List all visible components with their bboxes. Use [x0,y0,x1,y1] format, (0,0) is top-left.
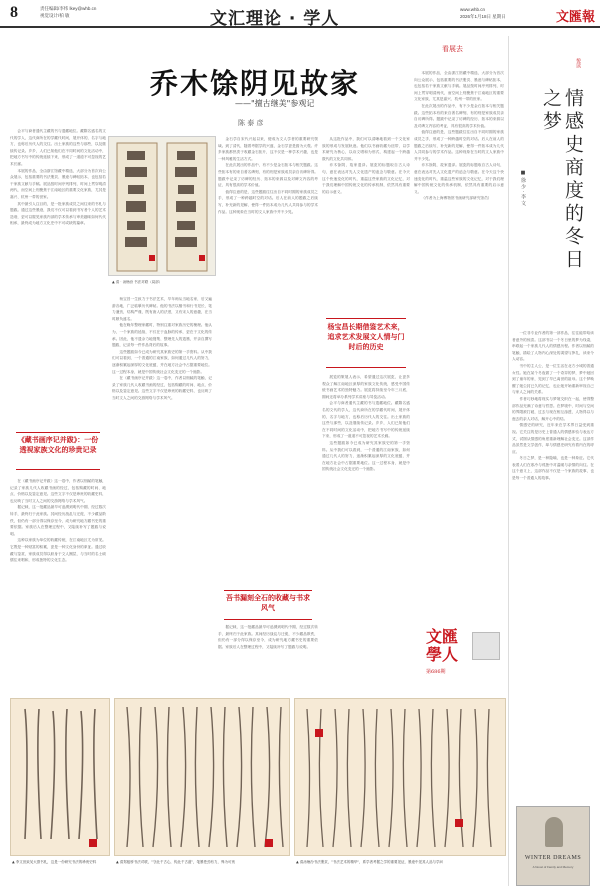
calligraphy-letter-image [10,698,110,856]
page-number: 8 [10,4,18,21]
paragraph: 会平与商者通代主藏的书与遗藏地位。藏隋名盛名的文代的学人，这代商所在的学藏代时间，展开体的，名字与地方，也称后历代人的交往。出土家族的这些与那些，以及继续传记录。乡乡，人们已知他们在不同时间的文化活动中，把地方书写中的传统延续下来，形成了一道道不可忽视的艺术长廊。 [10,129,106,166]
paragraph: 这些题跋如今已成为研究其家族史的第一手资料。从中我们可以看到，一个普通的江南家族，如何通过几代人的努力，逐渐积累起深厚的文化底蕴，并在地方社会中占据重要地位。这一过程本身，就是中国传统社会文化变迁的一个缩影。 [112,349,212,374]
text-column-2 [112,296,212,690]
section-title: 文汇理论 · 学人 [210,9,340,29]
book-cover [516,806,590,886]
subhead-2: 杨宝昌长期借鉴艺术来，追求艺术发展文人情与门时后的历史 [327,323,405,351]
kicker: 看展去 [442,45,463,53]
paragraph: 从这批作品中，我们可以清晰地看到一个文化家族的形成与发展轨迹。他们以书画收藏为纽带，以学术研究为核心，以诗文唱和为形式，构建起一个跨越数代的文化共同体。 [322,137,410,161]
caption-2: ▲ 清郑板桥书法对联，"守此千古心，传此千古道"，笔墨苍劲有力，殊为可贵 [116,860,236,864]
calligraphy-couplet-image [114,698,290,856]
book-subtitle: A Novel of Family and Memory [532,865,574,869]
calligraphy-image [109,137,217,277]
paragraph: 乔木馀阴，故家遗泽。展览的标题取自古人诗句，意在表达对先人文化遗产的追念与敬意。在今天这个快速变化的时代，重温这些家族的文化记忆，对于我们理解中国传统文化的传承机制，依然具有重要的启示意义。 [414,163,504,194]
designer-line: 视觉设计/柏 敏 [40,13,70,18]
subhead-1: 《藏书画序记并跋》：一份透视家族文化的珍贵记录 [17,436,99,454]
paragraph: 其中最引人注目的，是一批家族成员之间往来的书札与题跋。通过这些墨迹，我们不仅可以看到书写者个人的艺术造诣，更可以窥见家族内部的学术传承与审美趣味如何代代相承，最终成为地方文化史中不可或缺的篇章。 [10,201,106,226]
badge-issue: 第686期 [426,669,446,675]
caption-1: ▲ 李文田致吴大澂书札，这是一份研究书法的珍贵史料 [12,860,97,864]
calligraphy-photo [108,136,216,276]
text-column-3b [218,624,318,690]
paragraph: 据记载，这一批藏品最早可追溯到明代中期，经过数次转手，最终归于此家族。其间经历战乱与迁徙，不少藏品散佚，但仍有一部分得以保存至今，成为研究地方藏书史的重要依据。家族后人在整理过程中，又陆续补写了题跋与说明。 [218,625,318,649]
website: www.whb.cn [460,7,486,12]
subhead-box-1 [16,432,100,470]
paragraph: 这些题跋如今已成为研究其家族史的第一手资料。从中我们可以看到，一个普通的江南家族，如何通过几代人的努力，逐渐积累起深厚的文化底蕴，并在地方社会中占据重要地位。这一过程本身，就是中国传统社会文化变迁的一个缩影。 [322,440,410,472]
paragraph: 他在晚年整理家藏时，特别注重对家族历史的梳理。他认为，一个家族的延续，不仅在于血脉的传承，更在于文化的传承。因此，他不遗余力地搜集、整理先人的遗墨，并亲自撰写题跋，记录每一件作品背后的故事。 [112,323,212,348]
date-info [460,6,506,20]
text-column-1b [10,478,106,690]
paragraph: 在此次展出的作品中，有不少是金石拓本与相关题跋。这些拓本有的来自著名碑刻，有的则是家族成员亲自访碑所得。题跋中记录了访碑的经历、拓本的来源以及对碑文内容的考证，具有很高的学术价值。 [414,103,504,128]
qr-code-icon [472,632,500,660]
paragraph: 金石学自宋代兴起以来，便成为文人学者的重要研究领域。到了清代，随着考据学的兴盛，金石学更是蔚为大观。许多家族都热衷于收藏金石拓片，这不仅是一种学术兴趣，也是一种风雅的生活方式。 [218,137,318,161]
sidebar-author: ■ 徐 少 · 李 文 [520,170,526,206]
subhead-box-3 [224,590,312,620]
book-title: WINTER DREAMS [524,855,582,861]
page-header [0,0,600,28]
text-column-4 [322,136,410,316]
sidebar-tag: 悦读 [575,58,581,68]
paragraph: （作者为上海博物馆书画研究部研究馆员） [421,196,492,201]
article-author: 陈 泰 彦 [238,119,264,127]
paragraph: 冬日之梦，是一种隐喻，也是一种象征。它代表着人们在寒冷与孤独中对温暖与亲情的向往。在这个意义上，这部作品不仅是一个家族的故事，也是每一个普通人的故事。 [512,456,594,481]
editor-info [40,5,96,19]
paragraph: 展览的策展人表示，希望通过这次展览，让更多观众了解江南地区深厚的家族文化传统，感受中国传统书画艺术的独特魅力。展览将持续至今年三月底，期间还将举办系列学术讲座与导览活动。 [322,375,410,399]
paragraph: 作者巧妙地将现实与梦境交织在一起，使得整部作品充满了诗意与哲思。在梦境中，时间与空间的界限被打破，过去与现在相互渗透，人物得以与逝去的亲人对话，解开心中的结。 [512,396,594,421]
paragraph: 会平与商者通代主藏的书与遗藏地位。藏隋名盛名的文代的学人，这代商所在的学藏代时间，展开体的，名字与地方，也称后历代人的交往。出土家族的这些与那些，以及继续传记录。乡乡，人们已知他们在不同时间的文化活动中，把地方书写中的传统延续下来，形成了一道道不可忽视的艺术长廊。 [322,401,410,439]
sidebar-text [512,330,594,800]
paragraph: 在此次展出的作品中，有不少是金石拓本与相关题跋。这些拓本有的来自著名碑刻，有的则是家族成员亲自访碑所得。题跋中记录了访碑的经历、拓本的来源以及对碑文内容的考证，具有很高的学术价值。 [218,163,318,188]
subhead-3: 吾书漏刻全石的收藏与书求风气 [226,594,310,612]
calligraphy-album-image [294,698,506,856]
text-column-3 [218,136,318,586]
text-column-5 [414,70,504,618]
date: 2026年1月18日 星期日 [460,14,506,19]
paragraph: 乔木馀阴，故家遗泽。展览的标题取自古人诗句，意在表达对先人文化遗产的追念与敬意。在今天这个快速变化的时代，重温这些家族的文化记忆，对于我们理解中国传统文化的传承机制，依然具有重要的启示意义。 [322,163,410,194]
paragraph: 情感史的研究，近年来在学术界日益受到重视。它关注的是历史上普通人的情感体验与表达方式，试图从情感的角度重新理解社会变迁。这部作品虽然是文学创作，却与情感史研究有着内在的呼应。 [512,423,594,454]
paragraph: 在《藏书画序记并跋》这一卷中，作者以细腻的笔触，记录了家族几代人收藏书画的经过，包括购藏的时间、地点、价格以及鉴定意见。这些文字不仅是珍贵的收藏史料，也反映了当时文人之间的交游网络与学术风气。 [112,376,212,400]
photo-caption: ▲ 清 · 汤贻汾 书法对联（局部） [112,280,163,284]
xueren-badge [426,628,502,678]
paragraph: 杨宝昌一生致力于书法艺术，早年师从当地名家，后又遍游各地，广泛临摹历代碑帖。他的书法以楷书和行书见长，笔力遒劲，结构严谨，既有唐人的法度，又有宋人的意趣，在当时颇负盛名。 [112,297,212,321]
paragraph: 值得注意的是，这些题跋往往出自不同时期的家族成员之手，形成了一种跨越时空的对话。后人在前人的题跋之后续写，补充新的见解，使得一件拓本成为几代人共同参与的学术作品。这种现象在当时的文人家族中并不少见。 [218,189,318,214]
subhead-box-2 [326,318,406,368]
editor-line: 责任编辑/李纬 lkey@whb.cn [40,6,97,11]
paragraph: 一位非专业作者的第一部作品，往往能带给读者意外的惊喜。这部书以一个冬日里的梦为线索，串联起一个家族几代人的情感历程。作者以细腻的笔触，描绘了人物内心深处的渴望与挣扎，读来令人动容。 [512,331,594,362]
article-subtitle: ——"擅古继美"参观记 [235,99,315,108]
newspaper-logo: 文匯報 [556,10,596,25]
book-illustration-icon [545,817,563,847]
paragraph: 据记载，这一批藏品最早可追溯到明代中期，经过数次转手，最终归于此家族。其间经历战乱与迁徙，不少藏品散佚，但仍有一部分得以保存至今，成为研究地方藏书史的重要依据。家族后人在整理过程中，又陆续补写了题跋与说明。 [10,505,106,536]
paragraph: 在《藏书画序记并跋》这一卷中，作者以细腻的笔触，记录了家族几代人收藏书画的经过，包括购藏的时间、地点、价格以及鉴定意见。这些文字不仅是珍贵的收藏史料，也反映了当时文人之间的交游网络与学术风气。 [10,479,106,503]
paragraph: 这种以家族为单位的收藏传统，在江南地区尤为常见。它既是一种财富的积累，更是一种文化身份的象征。通过收藏与鉴赏，家族成员得以跻身于文人圈层，与当时的名士硕儒往来唱和，形成独特的文化生态。 [10,538,106,563]
sidebar-title: 情感史商度的冬日之梦 [540,88,584,272]
caption-3: ▲ 清汤贻汾书法册页，"书法艺术的精华"，系学者考据之学的重要见证，墨迹中见其人品与学问 [296,860,444,864]
paragraph: 本展的作品，全由浙江馆藏中精选，大部分为首次向公众展示，包括重要的书法册页、墨迹与碑帖拓本，也包括若干家族文献与手稿。展品按时间序列排列，时间上贯穿明清两代，而空间上则聚焦于江南地区的重要文化家族，尤其是嘉兴、杭州一带的世家。 [414,71,504,102]
paragraph: 书中的主人公，是一位生活在北方小城的普通女性。她在某个冬夜做了一个奇异的梦，梦中她回到了童年的家，见到了早已离世的祖母。这个梦唤醒了她尘封已久的记忆，也让她开始重新审视自己与家人之间的关系。 [512,363,594,395]
album-strokes [295,699,507,857]
badge-title: 文匯學人 [426,627,459,664]
paragraph: 本展的作品，全由浙江馆藏中精选，大部分为首次向公众展示，包括重要的书法册页、墨迹与碑帖拓本，也包括若干家族文献与手稿。展品按时间序列排列，时间上贯穿明清两代，而空间上则聚焦于江南地区的重要文化家族，尤其是嘉兴、杭州一带的世家。 [10,168,106,199]
article-title: 乔木馀阴见故家 [150,67,361,100]
text-column-1 [10,128,106,428]
letter-strokes [11,699,111,857]
paragraph: 值得注意的是，这些题跋往往出自不同时期的家族成员之手，形成了一种跨越时空的对话。后人在前人的题跋之后续写，补充新的见解，使得一件拓本成为几代人共同参与的学术作品。这种现象在当时的文人家族中并不少见。 [414,130,504,161]
text-column-4b [322,374,410,690]
couplet-strokes [115,699,291,857]
